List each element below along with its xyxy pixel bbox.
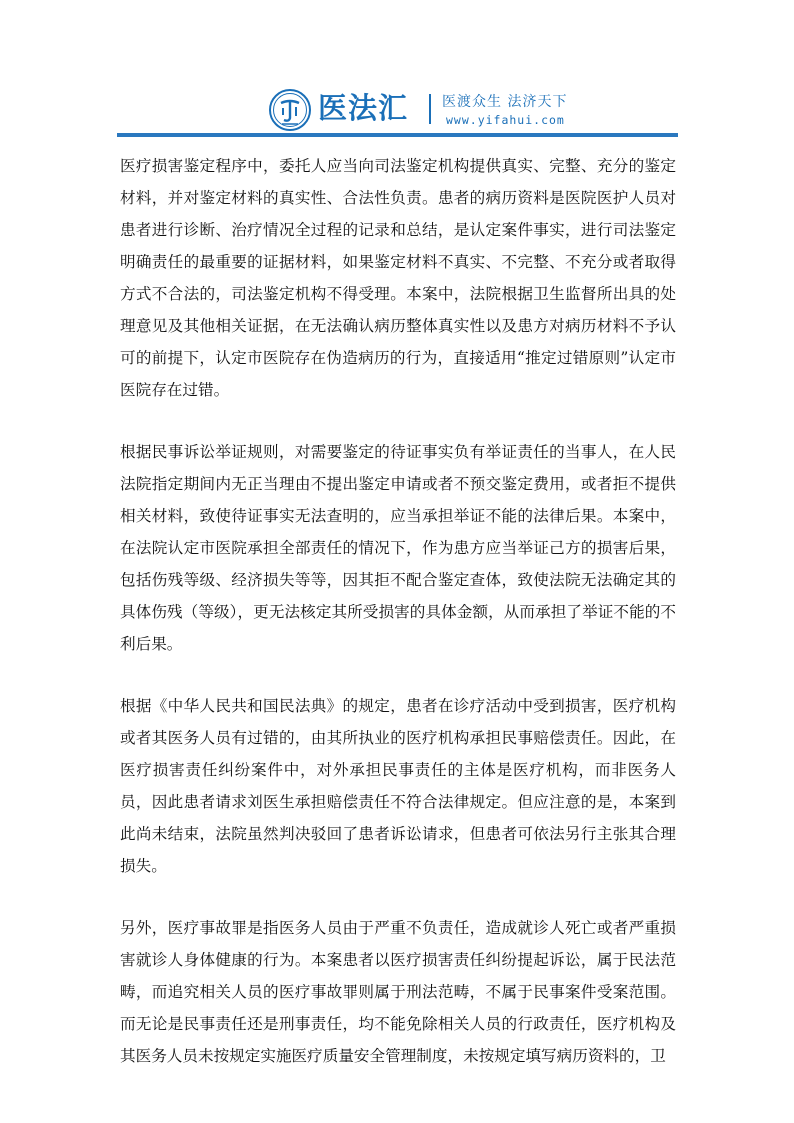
yifahui-logo-icon — [268, 88, 312, 132]
header-rule — [117, 133, 678, 137]
document-body — [120, 150, 676, 1102]
header-divider — [429, 94, 431, 124]
logo-name: 医法汇 — [318, 91, 409, 125]
slogan: 医渡众生 法济天下 — [442, 94, 568, 110]
website-url: www.yifahui.com — [446, 113, 565, 127]
paragraph-3: 根据《中华人民共和国民法典》的规定，患者在诊疗活动中受到损害，医疗机构或者其医务人员有过错的，由其所执业的医疗机构承担民事赔偿责任。因此，在医疗损害责任纠纷案件中，对外承担民事责任的主体是医疗机构，而非医务人员，因此患者请求刘医生承担赔偿责任不符合法律规定。但应注意的是，本案到此尚未结束，法院虽然判决驳回了患者诉讼请求，但患者可依法另行主张其合理损失。 — [120, 697, 676, 875]
paragraph-4: 另外，医疗事故罪是指医务人员由于严重不负责任，造成就诊人死亡或者严重损害就诊人身体健康的行为。本案患者以医疗损害责任纠纷提起诉讼，属于民法范畴，而追究相关人员的医疗事故罪则属于刑法范畴，不属于民事案件受案范围。而无论是民事责任还是刑事责任，均不能免除相关人员的行政责任，医疗机构及其医务人员未按规定实施医疗质量安全管理制度，未按规定填写病历资料的，卫 — [120, 919, 676, 1065]
paragraph-1: 医疗损害鉴定程序中，委托人应当向司法鉴定机构提供真实、完整、充分的鉴定材料，并对鉴定材料的真实性、合法性负责。患者的病历资料是医院医护人员对患者进行诊断、治疗情况全过程的记录和总结，是认定案件事实，进行司法鉴定明确责任的最重要的证据材料，如果鉴定材料不真实、不完整、不充分或者取得方式不合法的，司法鉴定机构不得受理。本案中，法院根据卫生监督所出具的处理意见及其他相关证据，在无法确认病历整体真实性以及患方对病历材料不予认可的前提下，认定市医院存在伪造病历的行为，直接适用“推定过错原则”认定市医院存在过错。 — [120, 157, 676, 399]
page-header — [0, 84, 794, 136]
paragraph-2: 根据民事诉讼举证规则，对需要鉴定的待证事实负有举证责任的当事人，在人民法院指定期间内无正当理由不提出鉴定申请或者不预交鉴定费用，或者拒不提供相关材料，致使待证事实无法查明的，应当承担举证不能的法律后果。本案中，在法院认定市医院承担全部责任的情况下，作为患方应当举证己方的损害后果，包括伤残等级、经济损失等等，因其拒不配合鉴定查体，致使法院无法确定其的具体伤残（等级），更无法核定其所受损害的具体金额，从而承担了举证不能的不利后果。 — [120, 443, 676, 653]
